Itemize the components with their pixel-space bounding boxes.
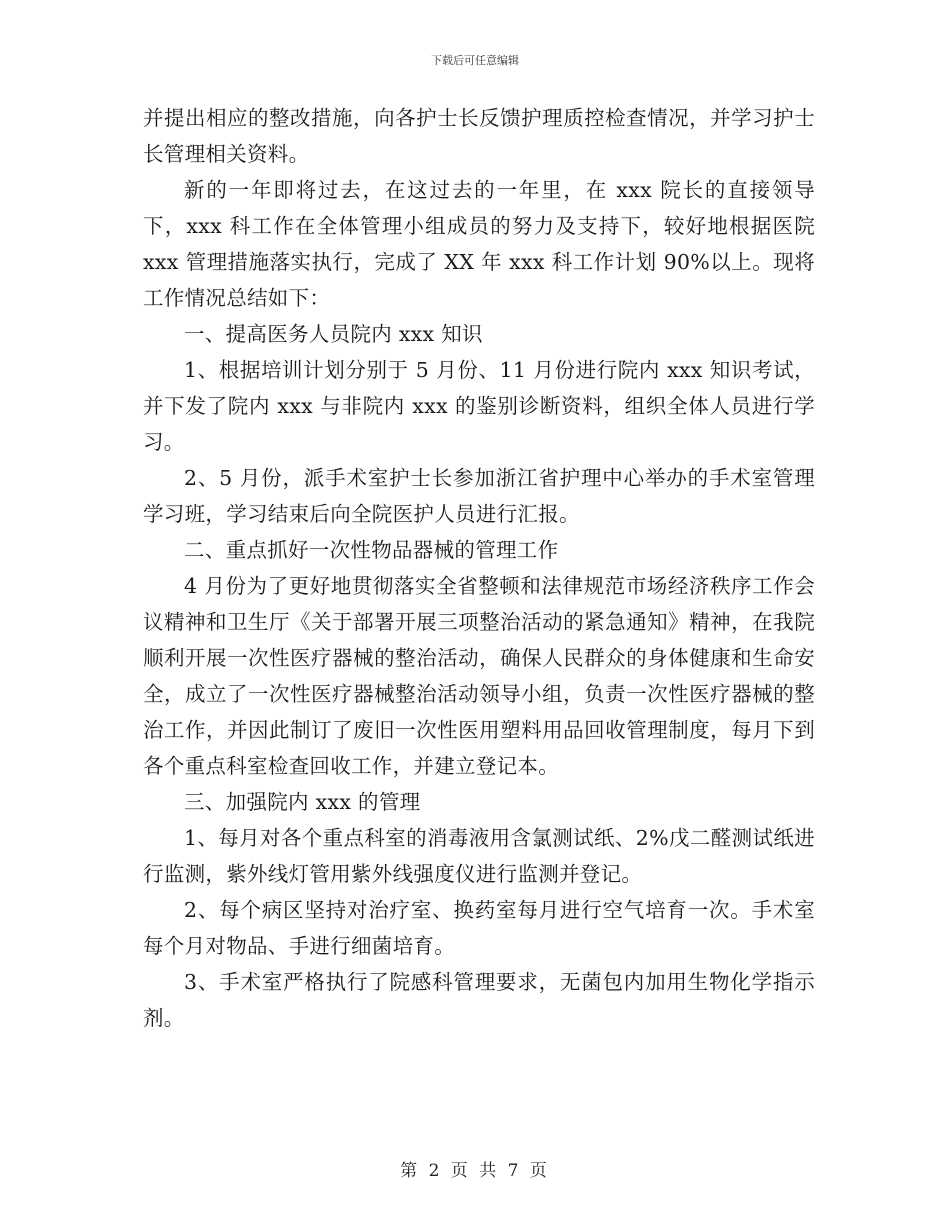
page-header: 下载后可任意编辑 [431, 54, 519, 67]
page-number: 第 2 页 共 7 页 [400, 1161, 550, 1181]
paragraph-6: 1、每月对各个重点科室的消毒液用含氯测试纸、2%戊二醛测试纸进行监测，紫外线灯管用紫外线强度仪进行监测并登记。 [143, 826, 815, 886]
section-heading-1: 一、提高医务人员院内 xxx 知识 [184, 322, 483, 346]
paragraph-3: 1、根据培训计划分别于 5 月份、11 月份进行院内 xxx 知识考试，并下发了院内 xxx 与非院内 xxx 的鉴别诊断资料，组织全体人员进行学习。 [143, 358, 815, 454]
paragraph-1: 并提出相应的整改措施，向各护士长反馈护理质控检查情况，并学习护士长管理相关资料。 [143, 106, 815, 166]
section-heading-3: 三、加强院内 xxx 的管理 [184, 790, 421, 814]
paragraph-8: 3、手术室严格执行了院感科管理要求，无菌包内加用生物化学指示剂。 [143, 970, 815, 1030]
section-heading-2: 二、重点抓好一次性物品器械的管理工作 [184, 538, 559, 562]
document-body [143, 100, 815, 1036]
paragraph-4: 2、5 月份，派手术室护士长参加浙江省护理中心举办的手术室管理学习班，学习结束后向全院医护人员进行汇报。 [143, 466, 815, 526]
paragraph-2: 新的一年即将过去，在这过去的一年里，在 xxx 院长的直接领导下，xxx 科工作在全体管理小组成员的努力及支持下，较好地根据医院 xxx 管理措施落实执行，完成了 XX 年 xxx 科工作计划 90%以上。现将工作情况总结如下： [143, 178, 815, 310]
paragraph-5: 4 月份为了更好地贯彻落实全省整顿和法律规范市场经济秩序工作会议精神和卫生厅《关于部署开展三项整治活动的紧急通知》精神，在我院顺利开展一次性医疗器械的整治活动，确保人民群众的身体健康和生命安全，成立了一次性医疗器械整治活动领导小组，负责一次性医疗器械的整治工作，并因此制订了废旧一次性医用塑料用品回收管理制度，每月下到各个重点科室检查回收工作，并建立登记本。 [143, 574, 815, 778]
paragraph-7: 2、每个病区坚持对治疗室、换药室每月进行空气培育一次。手术室每个月对物品、手进行细菌培育。 [143, 898, 815, 958]
